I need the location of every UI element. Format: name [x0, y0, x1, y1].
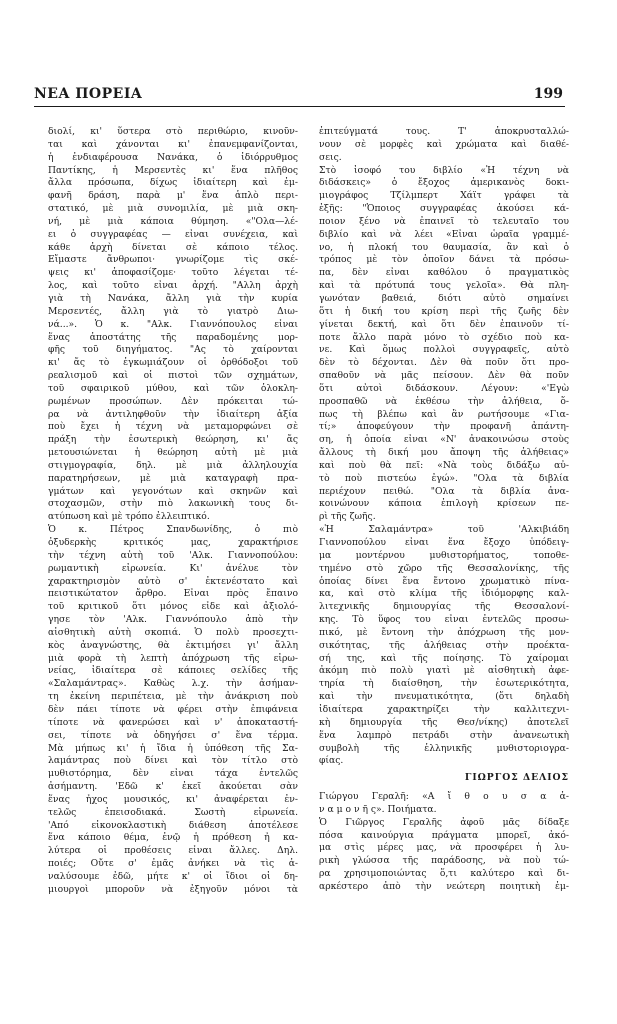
text-line: κοινώνουν κάποια ἐπιλογὴ κρίσεων πε-: [319, 498, 569, 510]
text-line: κὸς ἀναγνώστης, θὰ ἐκτιμήσει γι' ἄλλη: [48, 639, 298, 651]
text-line: λύτερα οἱ προθέσεις εἶναι ἄλλες. Δηλ.: [48, 845, 298, 857]
text-line: τρόπος μὲ τὸν ὁποῖον δάνει τὰ πρόσω-: [319, 254, 569, 266]
text-line: παρατηρήσεων, μὲ μιὰ καταγραφὴ πρα-: [48, 472, 298, 484]
text-line: αἰσθητικὴ αὐτὴ σκοπιά. Ὁ πολὺ προσεχτι-: [48, 626, 298, 638]
text-line: γησε τὸν 'Αλκ. Γιαννόπουλο ἀπὸ τὴν: [48, 614, 298, 626]
text-line: μετουσιώνεται ἡ θεώρηση αὐτὴ μὲ μιὰ: [48, 447, 298, 459]
text-line: τοῦ κριτικοῦ ὅτι μόνος εἶδε καὶ ἀξιολό-: [48, 601, 298, 613]
text-line: πειστικώτατον ἄρθρο. Εἶναι πρὸς ἔπαινο: [48, 588, 298, 600]
text-line: ρὶ τῆς ζωῆς.: [319, 511, 376, 523]
text-line: ποτε ἄλλο παρὰ μόνο τὸ σχέδιο ποὺ κα-: [319, 331, 569, 343]
text-line: ἕνα κάποιο θέμα, ἐνῷ ἡ πρόθεση ἦ κα-: [48, 832, 298, 844]
text-line: αρκέστερο ἀπὸ τὴν νεώτερη ποιητικὴ ἐμ-: [319, 880, 569, 892]
left-text-column: [48, 126, 298, 897]
text-line: καὶ ποὺ θὰ πεῖ: «Νὰ τοὺς διδάξω αὐ-: [319, 459, 569, 471]
text-line: ποιον ξένο νὰ ἐπαινεῖ τὸ τελευταῖο του: [319, 215, 569, 227]
text-line: ὅτι αὐτοὶ διδάσκουν. Λέγουν: «'Εγὼ: [319, 382, 569, 394]
text-line: 'Από εἰκονοκλαστικὴ διάθεση ἀποτέλεσε: [48, 819, 298, 831]
text-line: σεις.: [319, 151, 342, 163]
text-line: στατικό, μὲ μιὰ συνομιλία, μὲ μιὰ σκη-: [48, 203, 298, 215]
text-line: Γιαννοπούλου εἶναι ἕνα ἔξοχο ὑπόδειγ-: [319, 537, 569, 548]
header-rule: [34, 106, 565, 107]
text-line: γίνεται δεκτή, καὶ ὅτι δὲν ἐπαινοῦν τί-: [319, 318, 569, 330]
text-line: ἀκόμη πιὸ πολὺ γιατὶ μὲ αἰσθητικὴ ἀφε-: [319, 665, 569, 677]
text-line: νείας, ἰδιαίτερα σὲ κάποιες σελίδες τῆς: [48, 665, 298, 677]
text-line: δὲν τὸ δέχονται. Δὲν θὰ ποῦν ὅτι προ-: [319, 357, 569, 369]
text-line: στιγμογραφία, δηλ. μὲ μιὰ ἀλληλουχία: [48, 459, 298, 471]
text-line: τοῦ σφαιρικοῦ μύθου, καὶ τῶν ὁλοκλη-: [48, 382, 298, 394]
text-line: λιτεχνικῆς δημιουργίας τῆς Θεσσαλονί-: [319, 601, 569, 613]
text-line: ατύπωση καὶ μὲ τρόπο ἐλλειπτικό.: [48, 511, 210, 523]
text-line: μα στὶς μέρες μας, νὰ προσφέρει ἡ λυ-: [319, 842, 569, 854]
journal-title: ΝΕΑ ΠΟΡΕΙΑ: [34, 86, 143, 102]
text-line: ναλύσουμε ἐδῶ, μήτε κ' οἱ ἴδιοι οἱ δη-: [48, 870, 298, 882]
text-line: πράξη τὴν ἐσωτερικὴ θεώρηση, κι' ἄς: [48, 434, 298, 446]
text-line: τηρία τὴ διαίσθηση, τὴν ἐσωτερικότητα,: [319, 678, 569, 690]
text-line: ποὺ ἔχει ἡ τέχνη νὰ μεταμορφώνει σὲ: [48, 421, 298, 433]
text-line: κὴ δημιουργία τῆς Θεσ/νίκης) ἀποτελεῖ: [319, 716, 569, 728]
text-line: ψεις κι' ἀποφασίζομε· τοῦτο λέγεται τέ-: [48, 267, 298, 279]
text-line: κης. Τὸ ὕφος του εἶναι ἐντελῶς προσω-: [319, 614, 569, 626]
text-line: φίας.: [319, 755, 344, 767]
text-line: πως τὴ βλέπω καὶ ἂν ρωτήσουμε «Για-: [319, 408, 569, 420]
text-line: Μερσεντές, ἄλλη γιὰ τὸ γιατρὸ Διω-: [48, 305, 298, 317]
text-line: σπαθοῦν νὰ μᾶς πείσουν. Δὲν θὰ ποῦν: [319, 370, 569, 382]
text-line: ἕνας ἦχος μουσικός, κι' ἀναφέρεται ἐν-: [48, 793, 298, 805]
text-line: Στὸ ἰσοφό του διβλίο «Ἡ τέχνη νὰ: [319, 164, 569, 176]
text-line: ρα χρησιμοποιώντας ὅ,τι καλύτερο καὶ δι-: [319, 868, 569, 880]
text-line: διβλίο καὶ νὰ λέει «Εἶναι ὡραῖα γραμμέ-: [319, 228, 569, 240]
text-line: νά...». Ὁ κ. "Αλκ. Γιαννόπουλος εἶναι: [48, 318, 298, 330]
text-line: τὴν τέχνη αὐτὴ τοῦ 'Αλκ. Γιαννοπούλου:: [48, 549, 298, 561]
text-line: Ὁ Γιῶργος Γεραλῆς ἀφοῦ μᾶς δίδαξε: [319, 816, 569, 828]
text-line: τί;» ἀποφεύγουν τὴν προφανῆ ἀπάντη-: [319, 421, 569, 433]
text-line: λαμάντρας ποὺ δίνει καὶ τὸν τίτλο στὸ: [48, 755, 298, 767]
text-line: κάθε ἀρχὴ δίνεται σὲ κάποιο τέλος.: [48, 241, 298, 253]
text-line: ρα νὰ ἀντιληφθοῦν τὴν ἰδιαίτερη ἀξία: [48, 408, 298, 420]
text-line: ἄλλους τὴ δική μου ἄποψη τῆς ἀλήθειας»: [319, 447, 569, 459]
text-line: τελῶς ἐπεισοδιακά. Σωστὴ εἰρωνεία.: [48, 806, 298, 818]
text-line: ρωμένων προσώπων. Δὲν πρόκειται τώ-: [48, 395, 298, 407]
text-line: Παντίκης, ἡ Μερσεντὲς κι' ἕνα πλῆθος: [48, 164, 298, 176]
text-line: γωνόταν βαθειά, διότι αὐτὸ σημαίνει: [319, 292, 569, 304]
text-line: πικό, μὲ ἔντονη τὴν ἀπόχρωση τῆς μον-: [319, 626, 569, 638]
text-line: Ὁ κ. Πέτρος Σπανδωνίδης, ὁ πιὸ: [48, 524, 298, 536]
text-line: τίποτε νὰ φανερώσει καὶ ν' ἀποκαταστή-: [48, 716, 298, 728]
text-line: ἕνα λαμπρὸ πετράδι στὴν ἀνανεωτικὴ: [319, 729, 569, 741]
text-line: νή, μὲ μιὰ κάποια θύμηση. «"Ολα—λέ-: [48, 215, 298, 227]
text-line: ὁποίας δίνει ἕνα ἔντονο χρωματικὸ πίνα-: [319, 575, 569, 587]
text-line: τὸ ποὺ πιστεύω ἐγώ». "Ολα τὰ διβλία: [319, 472, 569, 484]
text-line: καὶ τὰ πρότυπά τους γελοῖα». Θὰ πλη-: [319, 280, 569, 292]
text-line: φῆς τοῦ διηγήματος. "Ας τὸ χαίρονται: [48, 344, 298, 356]
text-line: ὀξυδερκὴς κριτικός μας, χαρακτήρισε: [48, 537, 298, 548]
text-line: ἄλλα πρόσωπα, δίχως ἰδιαίτερη καὶ ἐμ-: [48, 177, 298, 189]
text-line: πα, δὲν εἶναι καθόλου ὁ πραγματικὸς: [319, 267, 569, 279]
text-line: ποιές; Οὔτε σ' ἐμᾶς ἀνήκει νὰ τὶς ἀ-: [48, 858, 298, 870]
text-line: καὶ τὴν πνευματικότητα, (ὅτι δηλαδὴ: [319, 691, 569, 703]
text-line: ται καὶ χάνονται κι' ἐπανεμφανίζονται,: [48, 138, 298, 150]
text-line: ρεαλισμοῦ καὶ οἱ πιστοὶ τῶν σχημάτων,: [48, 370, 298, 382]
text-line: ἑξῆς: "Ὁποιος συγγραφέας ἀκούσει κά-: [319, 203, 569, 215]
text-line: μιουργοὶ μποροῦν νὰ ἐξηγοῦν μόνοι τὰ: [48, 883, 298, 895]
text-line: Εἴμαστε ἄνθρωποι· γνωρίζομε τὶς σκέ-: [48, 254, 298, 266]
author-signature: ΓΙΩΡΓΟΣ ΔΕΛΙΟΣ: [464, 772, 569, 784]
text-line: χαρακτηρισμὸν αὐτὸ σ' ἐκτενέστατο καὶ: [48, 575, 298, 587]
text-line: διολί, κι' ὕστερα στὸ περιθώριο, κινοῦν-: [48, 126, 298, 137]
text-line: Γιώργου Γεραλῆ: «Α ἴ θ ο υ σ α ἀ-: [319, 791, 569, 803]
text-line: λος, καὶ τοῦτο εἶναι ἀρχή. "Αλλη ἀρχὴ: [48, 280, 298, 292]
right-text-column: [319, 126, 569, 894]
text-line: ἰδιαίτερα χαρακτηρίζει τὴν καλλιτεχνι-: [319, 703, 569, 715]
text-line: νο, ἡ πλοκή του θαυμασία, ἂν καὶ ὁ: [319, 241, 569, 253]
text-line: συμβολὴ τῆς ἑλληνικῆς μυθιστοριογρα-: [319, 742, 569, 754]
text-line: Μὰ μήπως κι' ἡ ἴδια ἡ ὑπόθεση τῆς Σα-: [48, 742, 298, 754]
text-line: στοχασμῶν, στὴν πιὸ λακωνικὴ τους δι-: [48, 498, 298, 510]
review-salamandra-text: [319, 126, 569, 768]
text-line: ρικὴ γλώσσα τῆς παράδοσης, νὰ ποὺ τώ-: [319, 855, 569, 867]
text-line: ει ὁ συγγραφέας — εἶναι συνέχεια, καὶ: [48, 228, 298, 240]
review-geralis-text: [319, 791, 569, 894]
text-line: ν α μ ο ν ῆ ς». Ποιήματα.: [319, 803, 437, 815]
text-line: σικότητας, τῆς ἀλήθειας στὴν προέκτα-: [319, 639, 569, 651]
text-line: γιὰ τὴ Νανάκα, ἄλλη γιὰ τὴν κυρία: [48, 292, 298, 304]
text-line: μυθιστόρημα, δὲν εἶναι τάχα ἐντελῶς: [48, 768, 298, 780]
text-line: πόσα καινούργια πράγματα μπορεῖ, ἀκό-: [319, 829, 569, 841]
text-line: ὅτι ἡ δική του κρίση περὶ τῆς ζωῆς δὲν: [319, 305, 569, 317]
text-line: σή της, καὶ τῆς ποίησης. Τὸ χαίρομαι: [319, 652, 569, 664]
text-line: σει, τίποτε νὰ ὁδηγήσει σ' ἕνα τέρμα.: [48, 729, 298, 741]
page-number: 199: [533, 86, 563, 102]
text-line: ἕνας ἀποστάτης τῆς παραδομένης μορ-: [48, 331, 298, 343]
text-line: τη ἐκείνη περιπέτεια, μὲ τὴν ἀνάκριση ποὺ: [48, 691, 298, 703]
text-line: ἐπιτεύγματά τους. Τ' ἀποκρυσταλλώ-: [319, 126, 569, 137]
text-line: «Σαλαμάντρας». Καθὼς λ.χ. τὴν ἀσήμαν-: [48, 678, 298, 690]
text-line: γμάτων καὶ γεγονότων καὶ σκηνῶν καὶ: [48, 485, 298, 497]
text-line: μιογράφος Τζίλμπερτ Χάϊτ γράφει τὰ: [319, 190, 569, 202]
text-line: ἡ ἐνδιαφέρουσα Νανάκα, ὁ ἰδιόρρυθμος: [48, 151, 298, 163]
text-line: ση, ἡ ὁποία εἶναι «Ν' ἀνακοινώσω στοὺς: [319, 434, 569, 446]
text-line: κα, καὶ στὸ κλίμα τῆς ἰδιόμορφης καλ-: [319, 588, 569, 600]
text-line: δὲν πάει τίποτε νὰ φέρει στὴν ἐπιφάνεια: [48, 703, 298, 715]
text-line: ρωμαντικὴ εἰρωνεία. Κι' ἀνέλυε τὸν: [48, 562, 298, 574]
text-line: φανῆ δράση, παρὰ μ' ἕνα ἁπλὸ περι-: [48, 190, 298, 202]
text-line: μα μοντέρνου μυθιστορήματος, τοποθε-: [319, 549, 569, 561]
text-line: νε. Καὶ ὅμως πολλοὶ συγγραφεῖς, αὐτὸ: [319, 344, 569, 356]
text-line: προσπαθῶ νὰ ἐκθέσω τὴν ἀλήθεια, ὅ-: [319, 395, 569, 407]
text-line: ἀσήμαντη. 'Εδῶ κ' ἐκεῖ ἀκούεται σὰν: [48, 781, 298, 793]
text-line: περιέχουν πειθώ. "Ολα τὰ διβλία ἀνα-: [319, 485, 569, 497]
text-line: διδάσκεις» ὁ ἔξοχος ἀμερικανὸς δοκι-: [319, 177, 569, 189]
text-line: «Ἡ Σαλαμάντρα» τοῦ 'Αλκιβιάδη: [319, 524, 569, 536]
text-line: νουν σὲ μορφὲς καὶ χρώματα καὶ διαθέ-: [319, 138, 569, 150]
text-line: μιὰ φορὰ τὴ λεπτὴ ἀπόχρωση τῆς εἰρω-: [48, 652, 298, 664]
text-line: τημένο στὸ χῶρο τῆς Θεσσαλονίκης, τῆς: [319, 562, 569, 574]
text-line: κι' ἄς τὸ ἐγκωμιάζουν οἱ ὀρθόδοξοι τοῦ: [48, 357, 298, 369]
